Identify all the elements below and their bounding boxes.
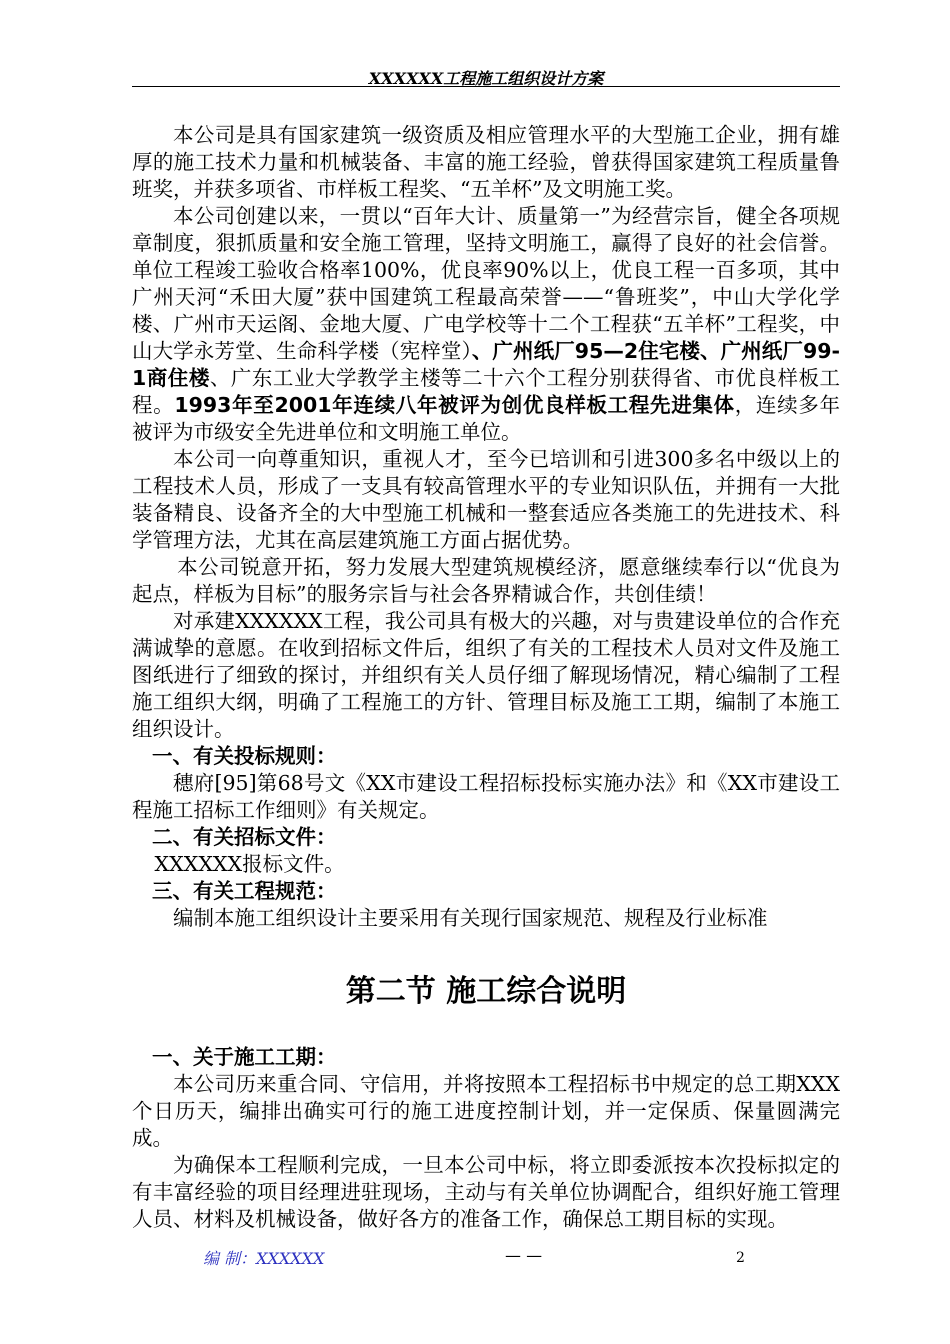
paragraph-project-assurance: 为确保本工程顺利完成，一旦本公司中标，将立即委派按本次投标拟定的有丰富经验的项目经理进驻现场，主动与有关单位协调配合，组织好施工管理人员、材料及机械设备，做好各方的准备工作，确保总工期目标的实现。: [132, 1153, 840, 1231]
text-engineering-standards: 编制本施工组织设计主要采用有关现行国家规范、规程及行业标准: [173, 906, 768, 930]
page-header-title: XXXXXX工程施工组织设计方案: [368, 69, 604, 88]
history-bold-3: 1993年至2001年连续八年被评为创优良样板工程先进集体: [174, 393, 735, 417]
history-bold-2: 、广州纸厂99-1商住楼: [132, 339, 840, 390]
heading-construction-period: 一、关于施工工期：: [152, 1045, 337, 1069]
paragraph-qualification: 本公司是具有国家建筑一级资质及相应管理水平的大型施工企业，拥有雄厚的施工技术力量和机械装备、丰富的施工经验，曾获得国家建筑工程质量鲁班奖，并获多项省、市样板工程奖、“五羊杯”及文明施工奖。: [132, 123, 840, 201]
text-bidding-documents: XXXXXX报标文件。: [154, 852, 345, 876]
footer-editor: 编 制：XXXXXX: [203, 1249, 325, 1268]
history-text-3: ，连续多年被评为市级安全先进单位和文明施工单位。: [132, 393, 840, 444]
paragraph-interest: 对承建XXXXXX工程，我公司具有极大的兴趣，对与贵建设单位的合作充满诚挚的意愿。在收到招标文件后，组织了有关的工程技术人员对文件及施工图纸进行了细致的探讨，并组织有关人员仔细了解现场情况，精心编制了工程施工组织大纲，明确了工程施工的方针、管理目标及施工工期，编制了本施工组织设计。: [132, 609, 840, 741]
text-bidding-rules: 穗府[95]第68号文《XX市建设工程招标投标实施办法》和《XX市建设工程施工招标工作细则》有关规定。: [132, 771, 840, 822]
paragraph-talent: 本公司一向尊重知识，重视人才，至今已培训和引进300多名中级以上的工程技术人员，形成了一支具有较高管理水平的专业知识队伍，并拥有一大批装备精良、设备齐全的大中型施工机械和一整套适应各类施工的先进技术、科学管理方法，尤其在高层建筑施工方面占据优势。: [132, 447, 840, 552]
heading-bidding-documents: 二、有关招标文件：: [152, 825, 337, 849]
document-body: [132, 122, 840, 1233]
history-text-1: 本公司创建以来，一贯以“百年大计、质量第一”为经营宗旨，健全各项规章制度，狠抓质量和安全施工管理，坚持文明施工，赢得了良好的社会信誉。单位工程竣工验收合格率100%，优良率90%以上，优良工程一百多项，其中广州天河“禾田大厦”获中国建筑工程最高荣誉——“鲁班奖”，中山大学化学楼、广州市天运阁、金地大厦、广电学校等十二个工程获“五羊杯”工程奖，中山大学永芳堂、生命科学楼（宪梓堂）: [132, 204, 840, 363]
heading-bidding-rules: 一、有关投标规则：: [152, 744, 337, 768]
footer-center-dashes: — —: [505, 1246, 543, 1265]
heading-engineering-standards: 三、有关工程规范：: [152, 879, 337, 903]
paragraph-construction-period: 本公司历来重合同、守信用，并将按照本工程招标书中规定的总工期XXX个日历天，编排出确实可行的施工进度控制计划，并一定保质、保量圆满完成。: [132, 1072, 840, 1150]
paragraph-development: 本公司锐意开拓，努力发展大型建筑规模经济，愿意继续奉行以“优良为起点，样板为目标”的服务宗旨与社会各界精诚合作，共创佳绩！: [132, 555, 840, 606]
section-two-title: 第二节 施工综合说明: [345, 974, 627, 1009]
history-bold-1: 、广州纸厂95—2住宅楼: [471, 339, 700, 363]
history-text-2: 、广东工业大学教学主楼等二十六个工程分别获得省、市优良样板工程。: [132, 366, 841, 417]
header-rule: [132, 86, 840, 87]
paragraph-history: [132, 203, 840, 446]
footer-page-number: 2: [736, 1250, 745, 1266]
